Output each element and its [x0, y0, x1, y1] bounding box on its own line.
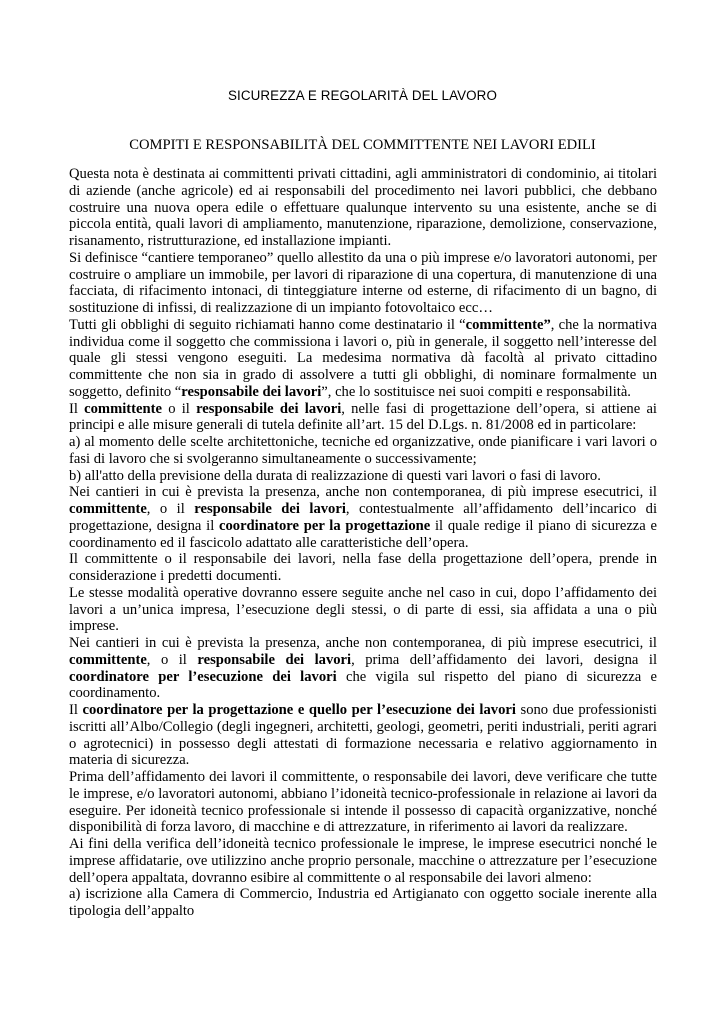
paragraph-bold-text: responsabile dei lavori	[181, 383, 322, 400]
body-paragraph	[69, 635, 657, 702]
paragraph-bold-text: committente	[69, 651, 147, 668]
paragraph-text: , o il	[146, 651, 198, 668]
body-paragraph	[69, 702, 657, 769]
paragraph-text: a) iscrizione alla Camera di Commercio, Industria ed Artigianato con oggetto sociale inerente alla tipologia dell’appalto	[69, 886, 657, 919]
paragraph-text: o il	[161, 400, 197, 417]
body-paragraph	[69, 585, 657, 635]
body-paragraph	[69, 166, 657, 250]
paragraph-text: , che la normativa individua come il soggetto che commissiona i lavori o, più in generale, il soggetto nell’interesse del quale gli stessi vengono eseguiti. La medesima normativa dà facoltà al privato cittadino committente che non sia in grado di assolvere a tutti gli obblighi, di nominare formalmente un soggetto, definito “	[69, 316, 657, 400]
paragraph-bold-text: committente	[69, 501, 147, 517]
body-paragraph	[69, 551, 657, 585]
body-paragraph	[69, 769, 657, 836]
paragraph-text: Le stesse modalità operative dovranno essere seguite anche nel caso in cui, dopo l’affidamento dei lavori a un’unica impresa, l’esecuzione degli stessi, o di parte di essi, sia affidata a una o più imprese.	[69, 584, 657, 635]
paragraph-bold-text: committente	[84, 400, 162, 417]
paragraph-text: , contestualmente all’affidamento dell’incarico di progettazione, designa il	[69, 501, 657, 534]
paragraph-text: Nei cantieri in cui è prevista la presenza, anche non contemporanea, di più imprese esecutrici, il	[69, 484, 657, 501]
paragraph-text: sono due professionisti iscritti all’Albo/Collegio (degli ingegneri, architetti, geologi, geometri, periti industriali, periti agrari o agrotecnici) in possesso degli attestati di formazione necessaria e relativo aggiornamento in materia di sicurezza.	[69, 702, 657, 769]
paragraph-text: Prima dell’affidamento dei lavori il committente, o responsabile dei lavori, deve verificare che tutte le imprese, e/o lavoratori autonomi, abbiano l’idoneità tecnico-professionale in relazione ai lavori da eseguire. Per idoneità tecnico professionale si intende il possesso di capacità organizzative, nonché disponibilità di forza lavoro, di macchine e di attrezzature, in riferimento ai lavori da realizzare.	[69, 769, 657, 836]
body-paragraph	[69, 434, 657, 468]
paragraph-text: Il	[69, 400, 85, 417]
paragraph-text: , nelle fasi di progettazione dell’opera, si attiene ai principi e alle misure generali di tutela definite all’art. 15 del D.Lgs. n. 81/2008 ed in particolare:	[69, 400, 657, 434]
paragraph-text: a) al momento delle scelte architettoniche, tecniche ed organizzative, onde pianificare i vari lavori o fasi di lavoro che si svolgeranno simultaneamente o successivamente;	[69, 434, 657, 467]
paragraph-text: Tutti gli obblighi di seguito richiamati hanno come destinatario il “	[69, 316, 466, 333]
paragraph-text: Nei cantieri in cui è prevista la presenza, anche non contemporanea, di più imprese esecutrici, il	[69, 635, 657, 651]
body-paragraph	[69, 250, 657, 317]
paragraph-text: ”, che lo sostituisce nei suoi compiti e responsabilità.	[321, 383, 631, 400]
paragraph-bold-text: coordinatore per l’esecuzione dei lavori	[69, 668, 337, 685]
paragraph-text: che vigila sul rispetto del piano di sicurezza e coordinamento.	[69, 668, 657, 702]
body-paragraph	[69, 401, 657, 435]
paragraph-text: Ai fini della verifica dell’idoneità tecnico professionale le imprese, le imprese esecutrici nonché le imprese affidatarie, ove utilizzino anche proprio personale, macchine o attrezzature per l’esecuzione dell’opera appaltata, dovranno esibire al committente o al responsabile dei lavori almeno:	[69, 836, 657, 886]
paragraph-bold-text: responsabile dei lavori	[197, 651, 352, 668]
body-paragraph	[69, 468, 657, 485]
paragraph-text: b) all'atto della previsione della durata di realizzazione di questi vari lavori o fasi di lavoro.	[69, 467, 601, 484]
body-paragraph	[69, 484, 657, 551]
document-heading: SICUREZZA E REGOLARITÀ DEL LAVORO	[228, 88, 497, 103]
paragraph-text: Si definisce “cantiere temporaneo” quello allestito da una o più imprese e/o lavoratori autonomi, per costruire o ampliare un immobile, per lavori di riparazione di una copertura, di manutenzione di una facciata, di rifacimento intonaci, di tinteggiature interne od esterne, di rifacimento di un bagno, di sostituzione di infissi, di realizzazione di un impianto fotovoltaico ecc…	[69, 249, 657, 316]
body-paragraph	[69, 317, 657, 401]
body-paragraph	[69, 886, 657, 920]
paragraph-text: , o il	[146, 501, 195, 517]
paragraph-bold-text: coordinatore per la progettazione e quello per l’esecuzione dei lavori	[82, 702, 516, 718]
paragraph-bold-text: committente”	[465, 316, 551, 333]
body-paragraph	[69, 836, 657, 886]
paragraph-bold-text: coordinatore per la progettazione	[219, 517, 431, 534]
paragraph-bold-text: responsabile dei lavori	[196, 400, 342, 417]
paragraph-text: Questa nota è destinata ai committenti privati cittadini, agli amministratori di condominio, ai titolari di aziende (anche agricole) ed ai responsabili del procedimento nei lavori pubblici, che debbano costruire una nuova opera edile o effettuare qualunque intervento su una esistente, anche se di piccola entità, quali lavori di ampliamento, manutenzione, riparazione, demolizione, conservazione, risanamento, ristrutturazione, ed installazione impianti.	[69, 166, 657, 249]
paragraph-bold-text: responsabile dei lavori	[194, 501, 346, 517]
paragraph-text: il quale redige il piano di sicurezza e coordinamento ed il fascicolo adattato alle caratteristiche dell’opera.	[69, 517, 657, 551]
paragraph-text: Il committente o il responsabile dei lavori, nella fase della progettazione dell’opera, prende in considerazione i predetti documenti.	[69, 551, 657, 584]
paragraph-text: Il	[69, 702, 83, 718]
document-body	[69, 166, 657, 920]
paragraph-text: , prima dell’affidamento dei lavori, designa il	[351, 651, 657, 668]
document-subheading: COMPITI E RESPONSABILITÀ DEL COMMITTENTE NEI LAVORI EDILI	[129, 137, 596, 153]
